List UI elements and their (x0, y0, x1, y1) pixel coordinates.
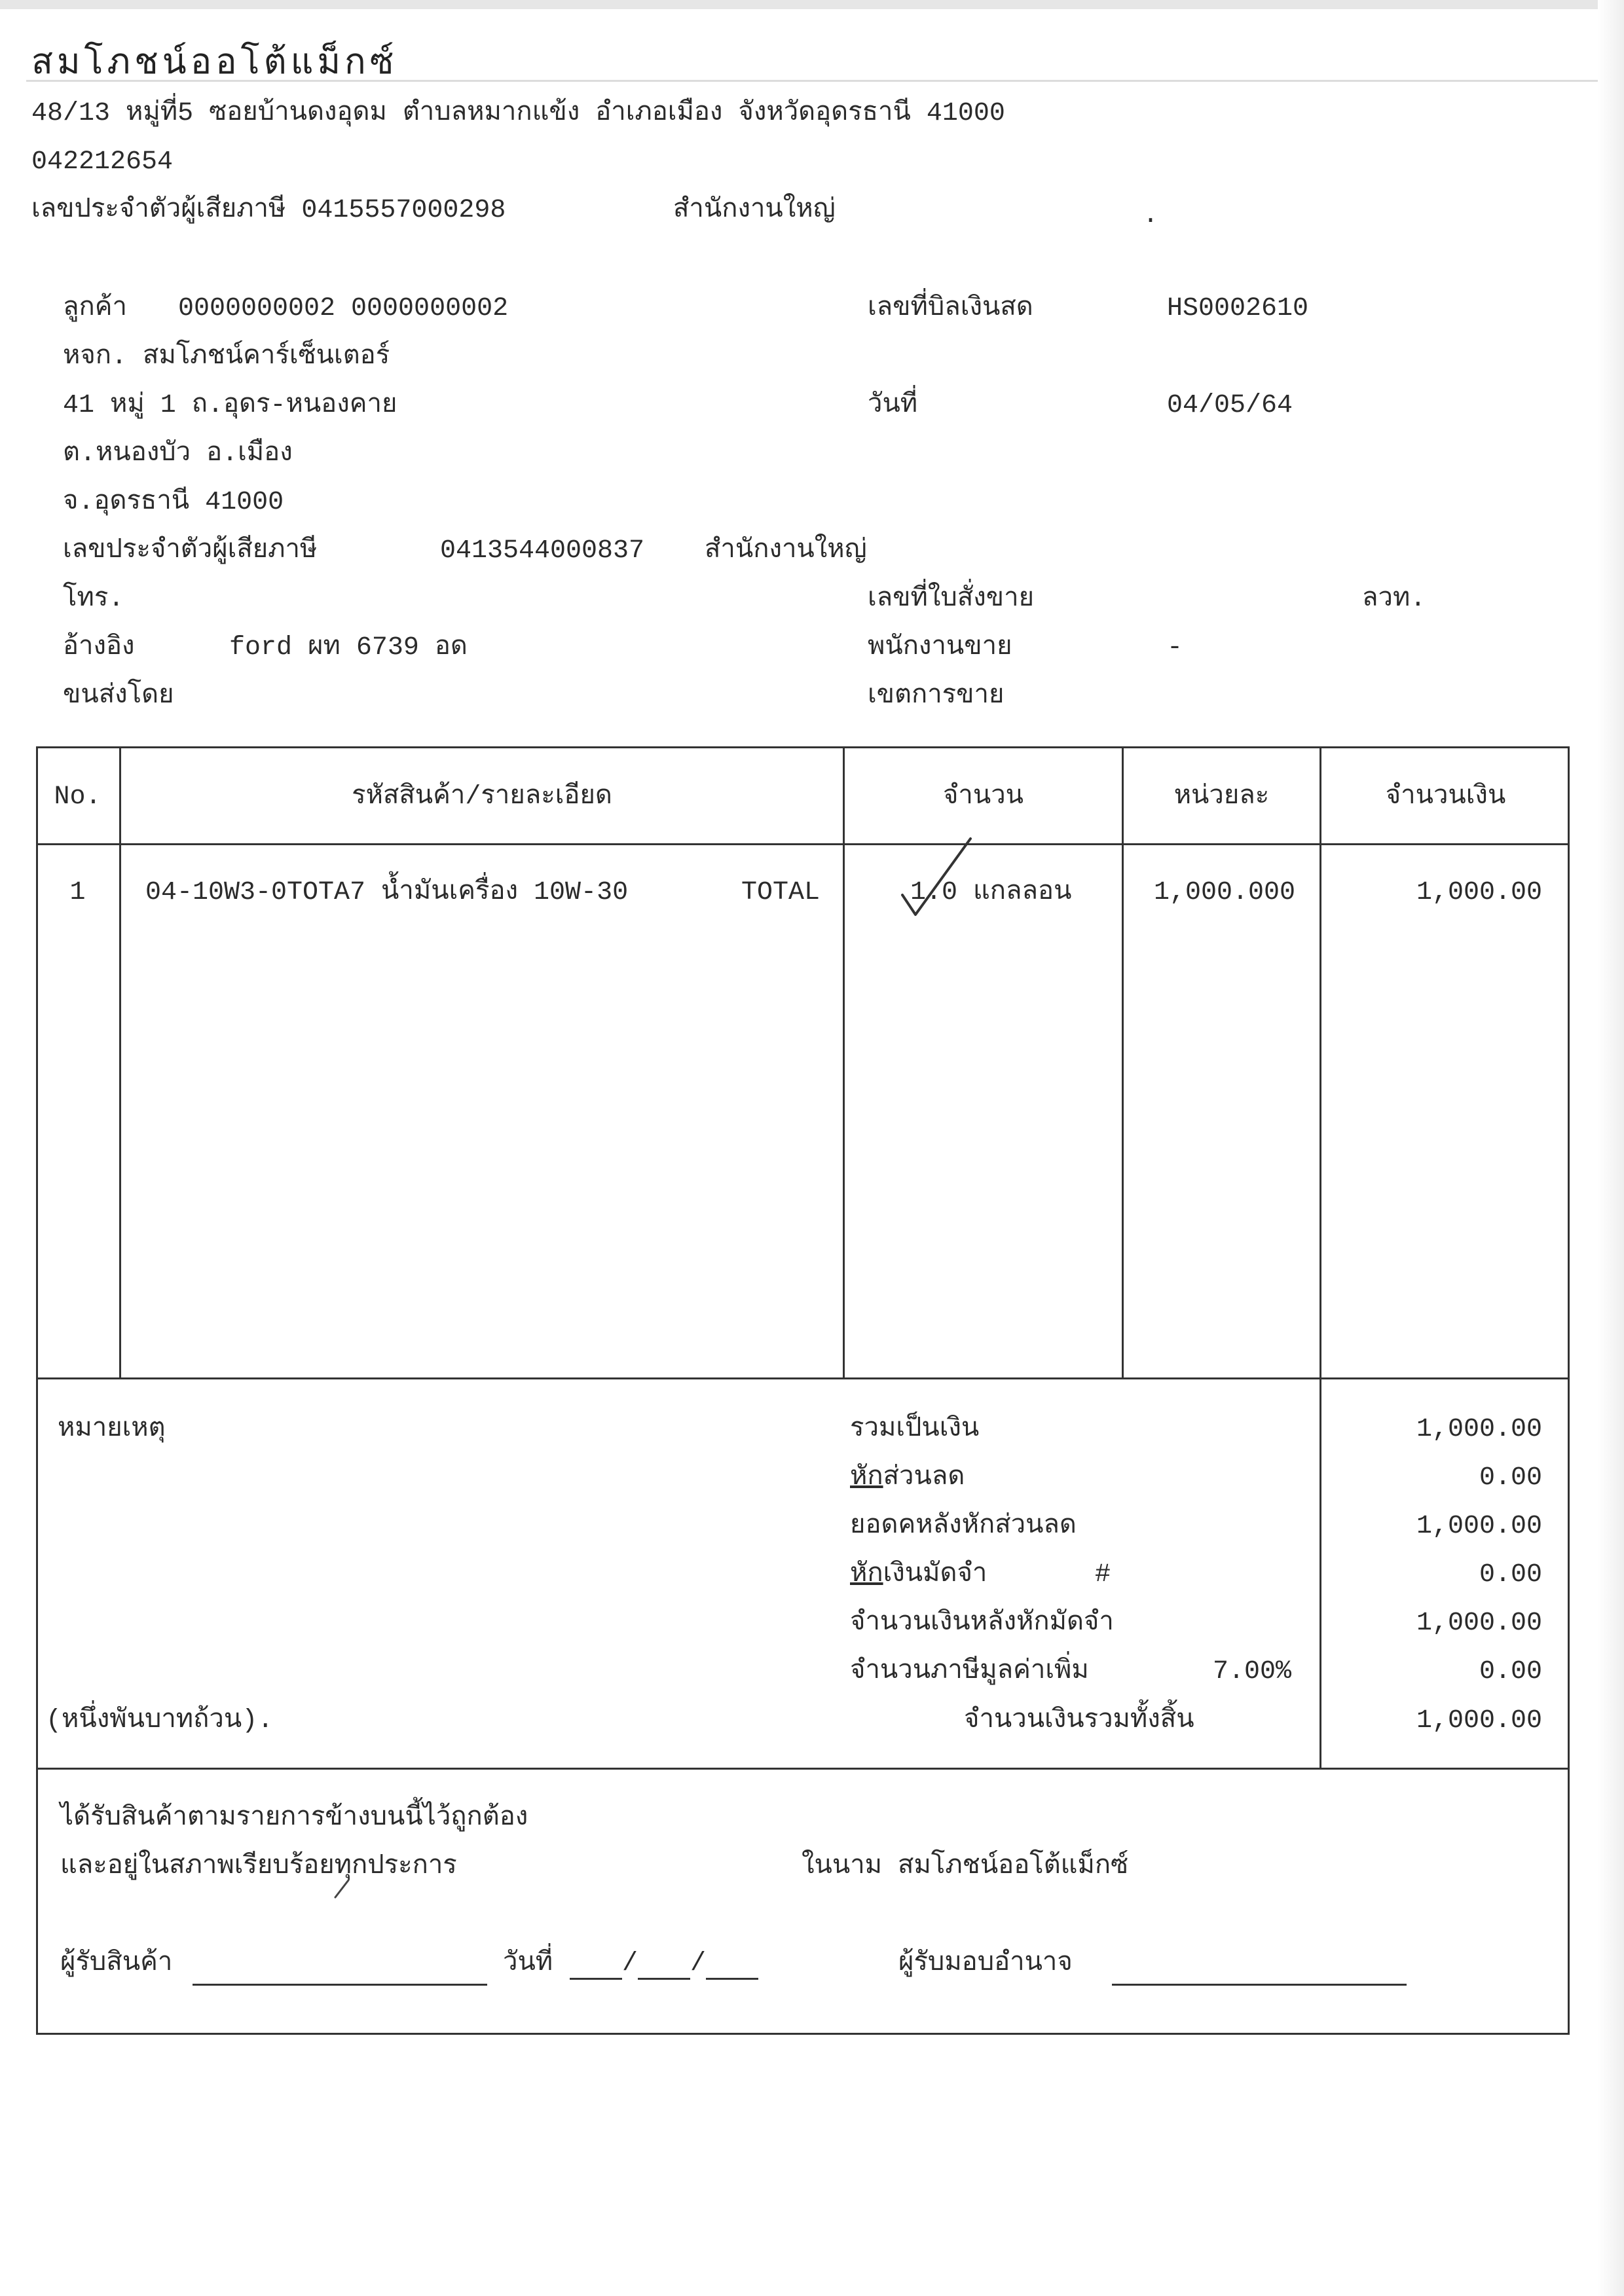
item-amount: 1,000.00 (1416, 878, 1542, 907)
scan-top-edge (0, 0, 1624, 9)
header-no: No. (54, 782, 101, 812)
col-divider-3 (1122, 746, 1124, 1379)
sales-order-extra: ลวท. (1362, 585, 1426, 614)
item-no: 1 (69, 878, 86, 907)
customer-address-3: จ.อุดรธานี 41000 (63, 488, 284, 517)
receiver-label: ผู้รับสินค้า (60, 1949, 173, 1978)
summary-bottom-line (36, 1768, 1570, 1770)
after-deposit-value: 1,000.00 (1416, 1609, 1542, 1638)
header-bottom-line (36, 843, 1570, 845)
after-discount-value: 1,000.00 (1416, 1512, 1542, 1541)
subtotal-value: 1,000.00 (1416, 1415, 1542, 1444)
date-slash-1: / (622, 1949, 638, 1978)
customer-phone-label: โทร. (63, 585, 124, 614)
customer-tax-branch: สำนักงานใหญ่ (705, 536, 867, 566)
amount-in-words: (หนึ่งพันบาทถ้วน). (46, 1706, 274, 1736)
deposit-hash: # (1095, 1560, 1111, 1590)
company-name: สมโภชน์ออโต้แม็กซ์ (31, 41, 398, 82)
customer-tax-label: เลขประจำตัวผู้เสียภาษี (63, 536, 318, 566)
customer-address-2: ต.หนองบัว อ.เมือง (63, 439, 293, 469)
deposit-text: เงินมัดจำ (883, 1560, 987, 1590)
received-statement-2: และอยู่ในสภาพเรียบร้อยทุกประการ (60, 1852, 457, 1882)
discount-value: 0.00 (1479, 1463, 1542, 1493)
receive-date-day[interactable] (570, 1954, 622, 1980)
header-dot: . (1143, 201, 1159, 230)
authorized-signature-line[interactable] (1112, 1954, 1407, 1986)
bill-date-label: วันที่ (868, 391, 918, 420)
salesperson-value: - (1167, 633, 1183, 663)
customer-tax-id: 0413544000837 (440, 536, 645, 566)
grand-total-label: จำนวนเงินรวมทั้งสิ้น (964, 1706, 1194, 1736)
deposit-value: 0.00 (1479, 1560, 1542, 1590)
remark-label: หมายเหตุ (58, 1415, 166, 1444)
header-quantity: จำนวน (942, 782, 1024, 812)
receiver-signature-line[interactable] (193, 1954, 487, 1986)
date-slash-2: / (690, 1949, 707, 1978)
reference-label: อ้างอิง (63, 633, 135, 663)
header-unit-price: หน่วยละ (1173, 782, 1270, 812)
company-branch: สำนักงานใหญ่ (673, 196, 836, 225)
bill-date: 04/05/64 (1167, 391, 1293, 420)
discount-prefix: หัก (850, 1463, 883, 1493)
company-tax-id: เลขประจำตัวผู้เสียภาษี 0415557000298 (31, 196, 506, 225)
vat-label: จำนวนภาษีมูลค่าเพิ่ม (850, 1657, 1089, 1686)
check-mark-icon (897, 835, 976, 920)
items-bottom-line (36, 1377, 1570, 1379)
header-description: รหัสสินค้า/รายละเอียด (352, 782, 612, 812)
pen-stroke-icon (333, 1878, 352, 1900)
discount-label (850, 1463, 965, 1494)
receive-date-label: วันที่ (503, 1949, 553, 1978)
vat-value: 0.00 (1479, 1657, 1542, 1686)
grand-total-value: 1,000.00 (1416, 1706, 1542, 1736)
bill-number-label: เลขที่บิลเงินสด (868, 294, 1033, 323)
receive-date-field[interactable] (570, 1948, 758, 1980)
item-unit-price: 1,000.000 (1153, 878, 1295, 907)
receive-date-month[interactable] (638, 1954, 690, 1980)
authorized-label: ผู้รับมอบอำนาจ (898, 1949, 1073, 1978)
header-amount: จำนวนเงิน (1385, 782, 1506, 812)
subtotal-label: รวมเป็นเงิน (850, 1415, 980, 1444)
deposit-prefix: หัก (850, 1560, 883, 1590)
col-divider-1 (119, 746, 121, 1379)
item-code-description: 04-10W3-0TOTA7 น้ำมันเครื่อง 10W-30 (145, 878, 629, 907)
scan-right-edge (1598, 0, 1624, 2296)
after-discount-label: ยอดคหลังหักส่วนลด (850, 1512, 1077, 1541)
sales-order-label: เลขที่ใบสั่งขาย (868, 585, 1035, 614)
customer-code: 0000000002 0000000002 (178, 294, 509, 323)
item-quantity: 1.0 แกลลอน (910, 878, 1072, 907)
reference-value: ford ผท 6739 อด (229, 633, 468, 663)
deposit-label (850, 1559, 987, 1591)
customer-label: ลูกค้า (63, 294, 127, 323)
invoice-frame (36, 746, 1570, 2035)
after-deposit-label: จำนวนเงินหลังหักมัดจำ (850, 1609, 1114, 1638)
item-brand: TOTAL (741, 878, 820, 907)
bill-number: HS0002610 (1167, 294, 1309, 323)
company-phone: 042212654 (31, 147, 174, 177)
customer-name: หจก. สมโภชน์คาร์เซ็นเตอร์ (63, 342, 390, 372)
discount-text: ส่วนลด (883, 1463, 965, 1493)
company-address: 48/13 หมู่ที่5 ซอยบ้านดงอุดม ตำบลหมากแข้ง อำเภอเมือง จังหวัดอุดรธานี 41000 (31, 99, 1005, 128)
vat-rate: 7.00% (1212, 1657, 1291, 1686)
received-statement-1: ได้รับสินค้าตามรายการข้างบนนี้ไว้ถูกต้อง (60, 1804, 528, 1833)
customer-address-1: 41 หมู่ 1 ถ.อุดร-หนองคาย (63, 391, 397, 420)
on-behalf-of: ในนาม สมโภชน์ออโต้แม็กซ์ (802, 1852, 1129, 1882)
shipping-label: ขนส่งโดย (63, 682, 174, 711)
receive-date-year[interactable] (706, 1954, 758, 1980)
salesperson-label: พนักงานขาย (868, 633, 1012, 663)
col-divider-2 (843, 746, 845, 1379)
sales-area-label: เขตการขาย (868, 682, 1005, 711)
